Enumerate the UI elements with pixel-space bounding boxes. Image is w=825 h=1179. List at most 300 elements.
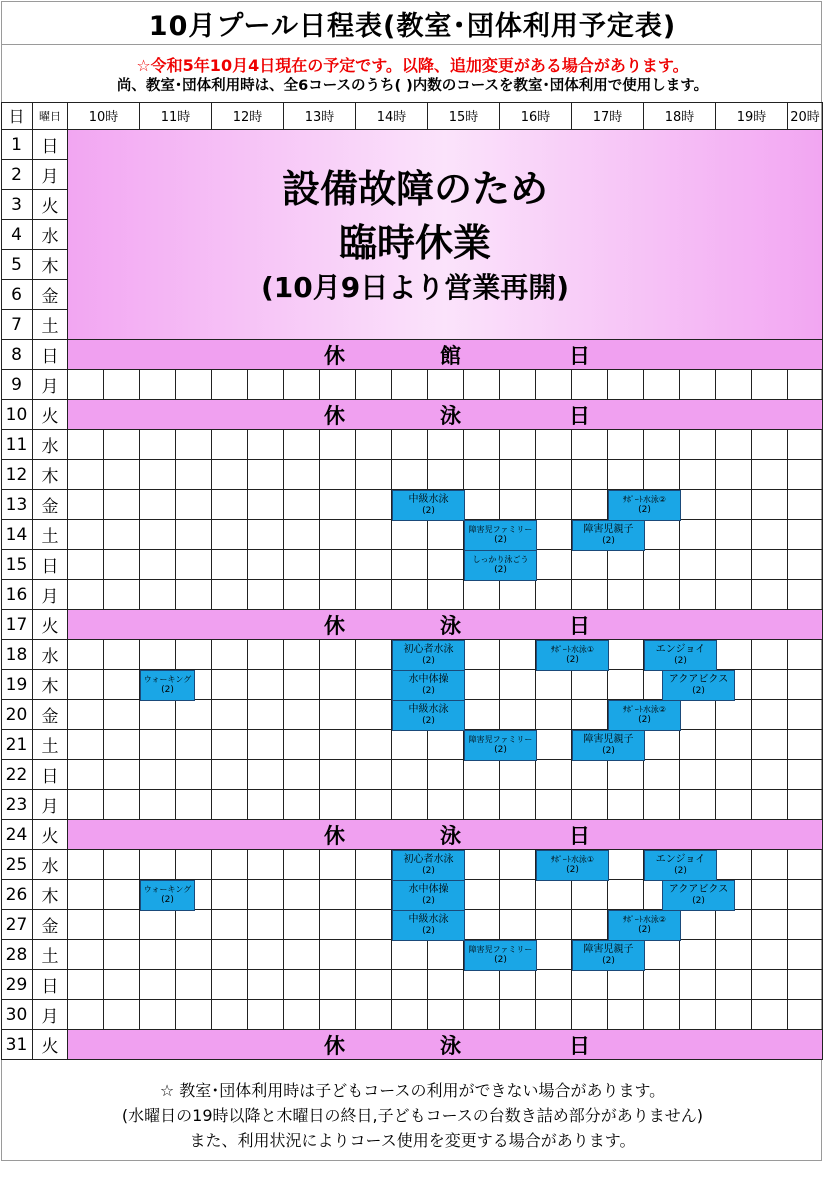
class-booking[interactable] bbox=[608, 490, 681, 521]
slot-cell bbox=[140, 700, 176, 730]
row-weekday: 火 bbox=[33, 1030, 68, 1060]
class-name: エンジョイ bbox=[655, 853, 706, 865]
slot-cell bbox=[680, 700, 716, 730]
row-day: 22 bbox=[1, 760, 33, 790]
header-hour: 17時 bbox=[572, 102, 644, 130]
slot-cell bbox=[68, 940, 104, 970]
class-booking[interactable] bbox=[608, 700, 681, 731]
row-day: 25 bbox=[1, 850, 33, 880]
slot-cell bbox=[284, 640, 320, 670]
slot-cell bbox=[752, 910, 788, 940]
class-booking[interactable] bbox=[572, 940, 645, 971]
slot-cell bbox=[608, 760, 644, 790]
slot-cell bbox=[212, 1000, 248, 1030]
slot-cell bbox=[572, 880, 608, 910]
class-booking[interactable] bbox=[140, 880, 195, 911]
slot-cell bbox=[536, 460, 572, 490]
slot-cell bbox=[392, 940, 428, 970]
slot-cell bbox=[464, 1000, 500, 1030]
slot-cell bbox=[500, 970, 536, 1000]
closure-label: 日 bbox=[569, 823, 590, 848]
lane-count: (2) bbox=[161, 894, 174, 905]
lane-count: (2) bbox=[161, 684, 174, 695]
slot-cell bbox=[608, 670, 644, 700]
slot-cell bbox=[140, 580, 176, 610]
class-name: ウォーキング bbox=[143, 674, 192, 684]
slot-cell bbox=[356, 760, 392, 790]
slot-cell bbox=[536, 580, 572, 610]
slot-cell bbox=[140, 460, 176, 490]
row-weekday: 月 bbox=[33, 790, 68, 820]
slot-cell bbox=[104, 880, 140, 910]
slot-cell bbox=[716, 640, 752, 670]
slot-cell bbox=[284, 460, 320, 490]
class-booking[interactable] bbox=[392, 700, 465, 731]
row-weekday: 木 bbox=[33, 670, 68, 700]
slot-cell bbox=[104, 550, 140, 580]
slot-cell bbox=[248, 640, 284, 670]
slot-cell bbox=[536, 370, 572, 400]
slot-cell bbox=[356, 520, 392, 550]
slot-cell bbox=[104, 460, 140, 490]
class-booking[interactable] bbox=[572, 730, 645, 761]
slot-cell bbox=[608, 1000, 644, 1030]
class-name: アクアビクス bbox=[668, 673, 729, 685]
row-day: 1 bbox=[1, 130, 33, 160]
slot-cell bbox=[644, 760, 680, 790]
slot-cell bbox=[536, 880, 572, 910]
slot-cell bbox=[104, 430, 140, 460]
class-booking[interactable] bbox=[536, 640, 609, 671]
slot-cell bbox=[68, 370, 104, 400]
slot-cell bbox=[500, 640, 536, 670]
slot-cell bbox=[176, 760, 212, 790]
slot-cell bbox=[428, 550, 464, 580]
slot-cell bbox=[176, 1000, 212, 1030]
class-name: 障害児ファミリー bbox=[468, 734, 533, 744]
slot-cell bbox=[752, 370, 788, 400]
class-booking[interactable] bbox=[140, 670, 195, 701]
slot-cell bbox=[788, 760, 823, 790]
slot-cell bbox=[680, 910, 716, 940]
slot-cell bbox=[68, 490, 104, 520]
slot-cell bbox=[500, 1000, 536, 1030]
slot-cell bbox=[212, 880, 248, 910]
lane-count: (2) bbox=[422, 656, 435, 667]
slot-cell bbox=[428, 790, 464, 820]
slot-cell bbox=[212, 970, 248, 1000]
slot-cell bbox=[248, 490, 284, 520]
slot-cell bbox=[284, 940, 320, 970]
closure-label: 休 bbox=[324, 823, 345, 848]
class-booking[interactable] bbox=[572, 520, 645, 551]
lane-count: (2) bbox=[494, 744, 507, 755]
row-weekday: 火 bbox=[33, 190, 68, 220]
slot-cell bbox=[284, 580, 320, 610]
class-booking[interactable] bbox=[662, 880, 735, 911]
slot-cell bbox=[752, 430, 788, 460]
header-hour: 13時 bbox=[284, 102, 356, 130]
slot-cell bbox=[428, 1000, 464, 1030]
footer-note-2: (水曜日の19時以降と木曜日の終日,子どもコースの台数き詰め部分がありません) bbox=[121, 1106, 704, 1125]
slot-cell bbox=[536, 490, 572, 520]
row-weekday: 水 bbox=[33, 640, 68, 670]
lane-count: (2) bbox=[494, 954, 507, 965]
slot-cell bbox=[608, 550, 644, 580]
header-weekday: 曜日 bbox=[33, 102, 68, 130]
slot-cell bbox=[176, 970, 212, 1000]
slot-cell bbox=[716, 580, 752, 610]
slot-cell bbox=[248, 370, 284, 400]
slot-cell bbox=[752, 460, 788, 490]
slot-cell bbox=[536, 550, 572, 580]
row-weekday: 火 bbox=[33, 400, 68, 430]
class-booking[interactable] bbox=[644, 850, 717, 881]
row-day: 23 bbox=[1, 790, 33, 820]
slot-cell bbox=[500, 370, 536, 400]
slot-cell bbox=[428, 430, 464, 460]
slot-cell bbox=[356, 580, 392, 610]
slot-cell bbox=[500, 910, 536, 940]
slot-cell bbox=[248, 970, 284, 1000]
slot-cell bbox=[464, 970, 500, 1000]
class-booking[interactable] bbox=[608, 910, 681, 941]
row-day: 7 bbox=[1, 310, 33, 340]
slot-cell bbox=[212, 760, 248, 790]
slot-cell bbox=[320, 760, 356, 790]
slot-cell bbox=[788, 520, 823, 550]
closure-label: 日 bbox=[569, 613, 590, 638]
slot-cell bbox=[788, 640, 823, 670]
slot-cell bbox=[68, 430, 104, 460]
slot-cell bbox=[644, 460, 680, 490]
slot-cell bbox=[716, 940, 752, 970]
class-name: 中級水泳 bbox=[408, 493, 449, 505]
slot-cell bbox=[212, 670, 248, 700]
slot-cell bbox=[536, 670, 572, 700]
row-day: 30 bbox=[1, 1000, 33, 1030]
slot-cell bbox=[752, 760, 788, 790]
slot-cell bbox=[104, 670, 140, 700]
slot-cell bbox=[68, 1000, 104, 1030]
slot-cell bbox=[788, 1000, 823, 1030]
slot-cell bbox=[248, 790, 284, 820]
closure-label: 日 bbox=[569, 1033, 590, 1058]
slot-cell bbox=[716, 430, 752, 460]
slot-cell bbox=[680, 490, 716, 520]
lane-count: (2) bbox=[674, 866, 687, 877]
lane-count: (2) bbox=[422, 506, 435, 517]
slot-cell bbox=[644, 730, 680, 760]
slot-cell bbox=[176, 850, 212, 880]
row-weekday: 月 bbox=[33, 1000, 68, 1030]
slot-cell bbox=[356, 700, 392, 730]
slot-cell bbox=[608, 370, 644, 400]
slot-cell bbox=[392, 790, 428, 820]
slot-cell bbox=[68, 520, 104, 550]
closure-heading: 臨時休業 bbox=[338, 221, 491, 265]
slot-cell bbox=[680, 370, 716, 400]
slot-cell bbox=[716, 370, 752, 400]
row-day: 10 bbox=[1, 400, 33, 430]
slot-cell bbox=[392, 520, 428, 550]
closure-bar bbox=[68, 1030, 823, 1060]
slot-cell bbox=[680, 520, 716, 550]
slot-cell bbox=[248, 700, 284, 730]
slot-cell bbox=[356, 550, 392, 580]
slot-cell bbox=[536, 430, 572, 460]
slot-cell bbox=[320, 370, 356, 400]
slot-cell bbox=[104, 730, 140, 760]
slot-cell bbox=[356, 460, 392, 490]
slot-cell bbox=[212, 940, 248, 970]
slot-cell bbox=[320, 970, 356, 1000]
slot-cell bbox=[392, 460, 428, 490]
slot-cell bbox=[464, 760, 500, 790]
slot-cell bbox=[320, 580, 356, 610]
class-booking[interactable] bbox=[392, 490, 465, 521]
slot-cell bbox=[212, 580, 248, 610]
slot-cell bbox=[752, 670, 788, 700]
class-name: エンジョイ bbox=[655, 643, 706, 655]
row-day: 12 bbox=[1, 460, 33, 490]
slot-cell bbox=[284, 370, 320, 400]
slot-cell bbox=[140, 490, 176, 520]
slot-cell bbox=[104, 850, 140, 880]
slot-cell bbox=[140, 640, 176, 670]
slot-cell bbox=[212, 520, 248, 550]
slot-cell bbox=[680, 1000, 716, 1030]
slot-cell bbox=[644, 1000, 680, 1030]
class-name: アクアビクス bbox=[668, 883, 729, 895]
slot-cell bbox=[716, 490, 752, 520]
slot-cell bbox=[248, 670, 284, 700]
slot-cell bbox=[680, 730, 716, 760]
slot-cell bbox=[248, 460, 284, 490]
class-name: 障害児ファミリー bbox=[468, 944, 533, 954]
closure-label: 館 bbox=[440, 343, 461, 368]
header-hour: 15時 bbox=[428, 102, 500, 130]
slot-cell bbox=[284, 880, 320, 910]
slot-cell bbox=[356, 430, 392, 460]
slot-cell bbox=[464, 850, 500, 880]
slot-cell bbox=[536, 790, 572, 820]
notice-black: 尚、教室･団体利用時は、全6コースのうち( )内数のコースを教室･団体利用で使用します。 bbox=[116, 78, 709, 94]
lane-count: (2) bbox=[692, 896, 705, 907]
slot-cell bbox=[104, 640, 140, 670]
row-weekday: 土 bbox=[33, 940, 68, 970]
slot-cell bbox=[752, 940, 788, 970]
slot-cell bbox=[788, 460, 823, 490]
row-weekday: 金 bbox=[33, 490, 68, 520]
slot-cell bbox=[356, 490, 392, 520]
row-day: 31 bbox=[1, 1030, 33, 1060]
row-day: 2 bbox=[1, 160, 33, 190]
slot-cell bbox=[104, 580, 140, 610]
slot-cell bbox=[68, 760, 104, 790]
slot-cell bbox=[536, 760, 572, 790]
row-day: 14 bbox=[1, 520, 33, 550]
slot-cell bbox=[68, 730, 104, 760]
slot-cell bbox=[140, 520, 176, 550]
row-day: 18 bbox=[1, 640, 33, 670]
closure-label: 日 bbox=[569, 403, 590, 428]
row-day: 5 bbox=[1, 250, 33, 280]
lane-count: (2) bbox=[422, 716, 435, 727]
slot-cell bbox=[320, 460, 356, 490]
closure-label: 泳 bbox=[440, 403, 461, 428]
slot-cell bbox=[320, 640, 356, 670]
slot-cell bbox=[68, 670, 104, 700]
class-name: 障害児親子 bbox=[583, 733, 634, 745]
class-booking[interactable] bbox=[662, 670, 735, 701]
slot-cell bbox=[284, 730, 320, 760]
slot-cell bbox=[68, 850, 104, 880]
slot-cell bbox=[572, 490, 608, 520]
slot-cell bbox=[68, 700, 104, 730]
slot-cell bbox=[464, 430, 500, 460]
class-booking[interactable] bbox=[644, 640, 717, 671]
slot-cell bbox=[608, 640, 644, 670]
slot-cell bbox=[248, 1000, 284, 1030]
row-weekday: 火 bbox=[33, 820, 68, 850]
slot-cell bbox=[464, 700, 500, 730]
lane-count: (2) bbox=[422, 686, 435, 697]
slot-cell bbox=[68, 880, 104, 910]
class-booking[interactable] bbox=[464, 550, 537, 581]
class-name: ｻﾎﾟｰﾄ水泳① bbox=[550, 644, 595, 654]
class-booking[interactable] bbox=[464, 520, 537, 551]
lane-count: (2) bbox=[566, 654, 579, 665]
header-hour: 14時 bbox=[356, 102, 428, 130]
slot-cell bbox=[320, 940, 356, 970]
closure-label: 休 bbox=[324, 1033, 345, 1058]
slot-cell bbox=[176, 370, 212, 400]
slot-cell bbox=[320, 490, 356, 520]
lane-count: (2) bbox=[566, 864, 579, 875]
class-booking[interactable] bbox=[392, 910, 465, 941]
slot-cell bbox=[176, 940, 212, 970]
slot-cell bbox=[284, 670, 320, 700]
class-name: ｻﾎﾟｰﾄ水泳② bbox=[622, 494, 667, 504]
lane-count: (2) bbox=[494, 564, 507, 575]
slot-cell bbox=[572, 550, 608, 580]
slot-cell bbox=[788, 430, 823, 460]
slot-cell bbox=[392, 430, 428, 460]
slot-cell bbox=[572, 970, 608, 1000]
slot-cell bbox=[68, 460, 104, 490]
lane-count: (2) bbox=[602, 956, 615, 967]
slot-cell bbox=[212, 910, 248, 940]
slot-cell bbox=[356, 850, 392, 880]
slot-cell bbox=[284, 850, 320, 880]
class-name: ｻﾎﾟｰﾄ水泳① bbox=[550, 854, 595, 864]
slot-cell bbox=[608, 460, 644, 490]
lane-count: (2) bbox=[638, 504, 651, 515]
slot-cell bbox=[176, 490, 212, 520]
slot-cell bbox=[104, 760, 140, 790]
slot-cell bbox=[68, 640, 104, 670]
slot-cell bbox=[284, 490, 320, 520]
class-booking[interactable] bbox=[392, 850, 465, 881]
slot-cell bbox=[464, 880, 500, 910]
slot-cell bbox=[176, 550, 212, 580]
slot-cell bbox=[320, 1000, 356, 1030]
slot-cell bbox=[140, 970, 176, 1000]
slot-cell bbox=[212, 460, 248, 490]
slot-cell bbox=[464, 460, 500, 490]
closure-label: 休 bbox=[324, 613, 345, 638]
slot-cell bbox=[104, 520, 140, 550]
slot-cell bbox=[788, 880, 823, 910]
slot-cell bbox=[104, 490, 140, 520]
class-booking[interactable] bbox=[392, 670, 465, 701]
slot-cell bbox=[356, 790, 392, 820]
class-booking[interactable] bbox=[536, 850, 609, 881]
row-day: 21 bbox=[1, 730, 33, 760]
slot-cell bbox=[680, 580, 716, 610]
slot-cell bbox=[716, 790, 752, 820]
class-booking[interactable] bbox=[392, 640, 465, 671]
slot-cell bbox=[752, 640, 788, 670]
class-booking[interactable] bbox=[464, 730, 537, 761]
slot-cell bbox=[248, 550, 284, 580]
slot-cell bbox=[392, 760, 428, 790]
slot-cell bbox=[464, 370, 500, 400]
slot-cell bbox=[788, 370, 823, 400]
class-booking[interactable] bbox=[464, 940, 537, 971]
class-name: 中級水泳 bbox=[408, 913, 449, 925]
slot-cell bbox=[680, 940, 716, 970]
lane-count: (2) bbox=[638, 924, 651, 935]
slot-cell bbox=[284, 550, 320, 580]
class-booking[interactable] bbox=[392, 880, 465, 911]
footer-note-1: ☆ 教室･団体利用時は子どもコースの利用ができない場合があります。 bbox=[159, 1081, 666, 1100]
slot-cell bbox=[356, 940, 392, 970]
class-name: 中級水泳 bbox=[408, 703, 449, 715]
row-weekday: 日 bbox=[33, 130, 68, 160]
slot-cell bbox=[572, 580, 608, 610]
closure-label: 泳 bbox=[440, 1033, 461, 1058]
slot-cell bbox=[320, 730, 356, 760]
slot-cell bbox=[176, 580, 212, 610]
header-hour: 18時 bbox=[644, 102, 716, 130]
row-day: 24 bbox=[1, 820, 33, 850]
slot-cell bbox=[644, 430, 680, 460]
row-day: 17 bbox=[1, 610, 33, 640]
class-name: 初心者水泳 bbox=[403, 853, 454, 865]
slot-cell bbox=[788, 790, 823, 820]
slot-cell bbox=[500, 580, 536, 610]
slot-cell bbox=[644, 580, 680, 610]
class-name: 障害児ファミリー bbox=[468, 524, 533, 534]
lane-count: (2) bbox=[422, 926, 435, 937]
slot-cell bbox=[680, 970, 716, 1000]
slot-cell bbox=[500, 850, 536, 880]
row-weekday: 木 bbox=[33, 460, 68, 490]
slot-cell bbox=[608, 970, 644, 1000]
slot-cell bbox=[608, 580, 644, 610]
slot-cell bbox=[788, 940, 823, 970]
row-day: 11 bbox=[1, 430, 33, 460]
closure-label: 泳 bbox=[440, 613, 461, 638]
slot-cell bbox=[464, 580, 500, 610]
slot-cell bbox=[500, 760, 536, 790]
slot-cell bbox=[752, 730, 788, 760]
row-weekday: 土 bbox=[33, 730, 68, 760]
row-day: 8 bbox=[1, 340, 33, 370]
slot-cell bbox=[248, 850, 284, 880]
